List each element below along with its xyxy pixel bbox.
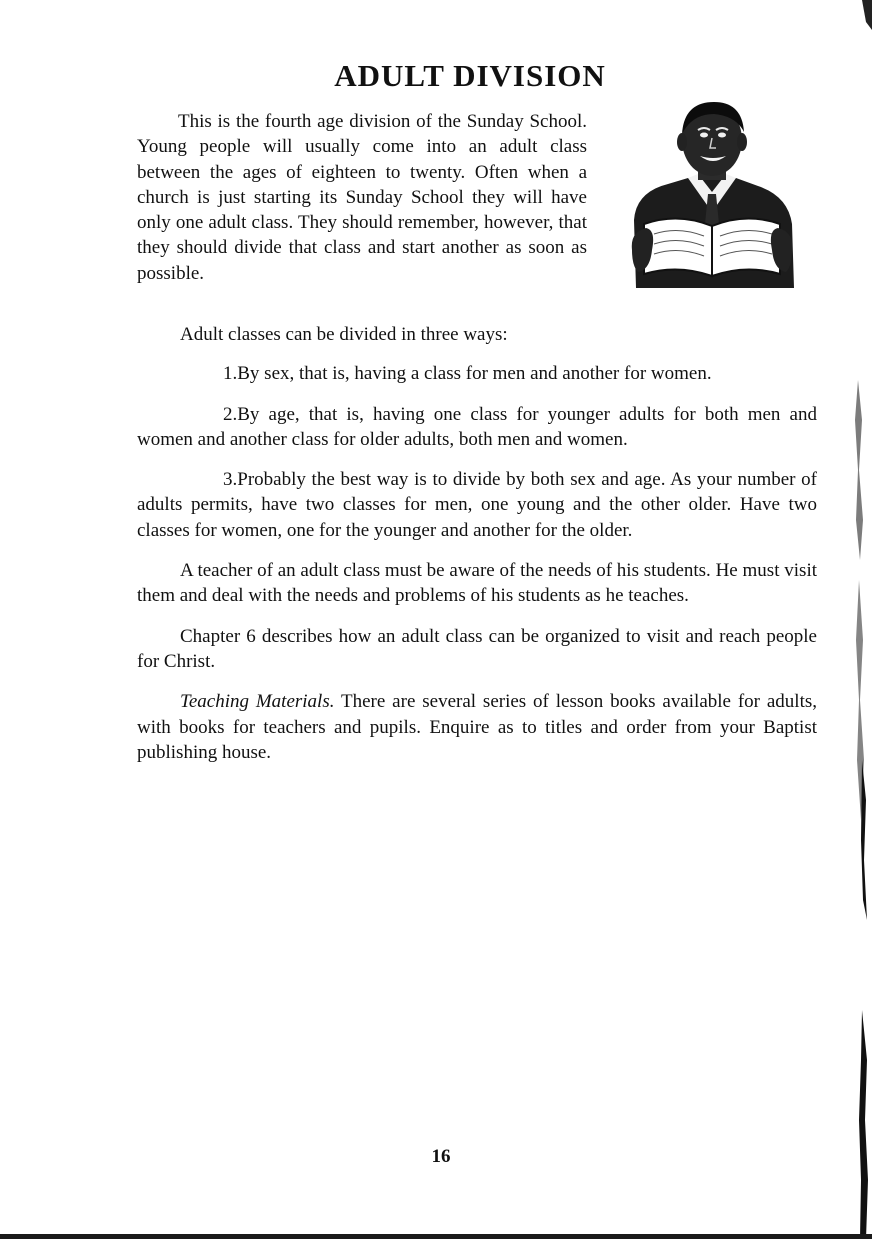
materials-paragraph [137, 689, 817, 765]
materials-heading: Teaching Materials. [180, 691, 335, 713]
page-title: ADULT DIVISION [334, 58, 606, 93]
teacher-paragraph: A teacher of an adult class must be aware of the needs of his students. He must visit them and deal with the needs and problems of his students as he teaches. [137, 560, 817, 607]
bottom-scan-border [0, 1234, 872, 1239]
body-text [137, 322, 817, 780]
intro-paragraph: This is the fourth age division of the Sunday School. Young people will usually come into an adult class between the ages of eighteen to twenty. Often when a church is just starting its Sunday School they will have only one adult class. They should remember, however, that they should divide that class and start another as soon as possible. [137, 111, 587, 284]
list-item-number: 3. [223, 469, 238, 491]
list-item [137, 402, 817, 453]
scan-edge-shadow [832, 0, 872, 1239]
materials-text: There are several series of lesson books available for adults, with books for teachers and pupils. Enquire as to titles and order from your Baptist publishing house. [137, 691, 817, 763]
list-item-text: By sex, that is, having a class for men and another for women. [237, 363, 712, 385]
chapter-paragraph: Chapter 6 describes how an adult class can be organized to visit and reach people for Christ. [137, 625, 817, 672]
list-item-text: By age, that is, having one class for younger adults for both men and women and another class for older adults, both men and women. [137, 403, 817, 450]
list-item-number: 2. [223, 403, 238, 425]
man-reading-book-icon [626, 100, 798, 288]
list-item-number: 1. [223, 363, 238, 385]
page-number: 16 [431, 1146, 451, 1167]
lead-in-text: Adult classes can be divided in three ways: [180, 324, 508, 345]
list-item [137, 361, 817, 386]
list-item [137, 467, 817, 543]
list-item-text: Probably the best way is to divide by both sex and age. As your number of adults permits, have two classes for men, one young and the other older. Have two classes for women, one for the younger and another for the older. [137, 469, 817, 541]
